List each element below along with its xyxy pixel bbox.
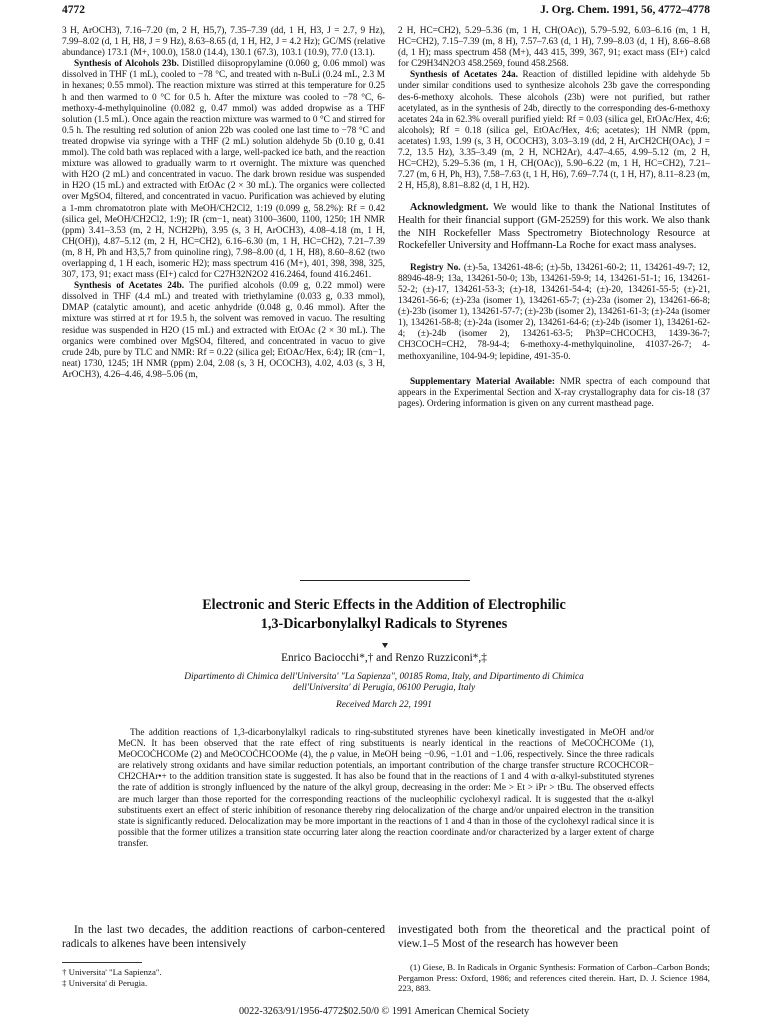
section-divider: [300, 580, 470, 581]
affiliation: [160, 672, 608, 695]
page-number: 4772: [62, 4, 85, 16]
paragraph-text: The purified alcohols (0.09 g, 0.22 mmol) were dissolved in THF (4.4 mL) and treated with triethylamine (0.033 g, 0.33 mmol), DMAP (catalytic amount), and acetic anhydride (0.048 g, 0.46 mmol). After the mixture was stirred at rt for 19.5 h, the solvent was removed in vacuo. The resulting residue was suspended in H2O (15 mL) and extracted with EtOAc (2 × 30 mL). The organics were combined over MgSO4, filtered, and concentrated in vacuo to give crude 24b, pure by TLC and NMR: Rf = 0.22 (silica gel; EtOAc/Hex, 6:4); IR (cm−1, neat) 1730, 1245; 1H NMR (ppm) 2.04, 2.08 (s, 3 H, OCOCH3), 4.02, 4.03 (s, 3 H, ArOCH3), 4.26–4.46, 4.98–5.06 (m,: [62, 281, 385, 380]
left-column: [62, 26, 385, 381]
paragraph-text: Distilled diisopropylamine (0.060 g, 0.06 mmol) was dissolved in THF (1 mL), cooled to −78 °C, and treated with n-BuLi (0.24 mL, 2.3 M in hexanes; 0.55 mmol). The reaction mixture was stirred at this temperature for 0.25 h and then warmed to 0 °C for 0.5 h. After the mixture was cooled to −78 °C, 6-methoxy-4-methylquinoline (0.082 g, 0.47 mmol) was added dropwise as a THF solution (1.5 mL). Once again the reaction mixture was warmed to 0 °C and stirred for 0.5 h. The resulting red solution of anion 22b was cooled one last time to −78 °C and treated dropwise via syringe with a THF (2 mL) solution aldehyde 5b (0.10 g, 0.41 mmol). The cold bath was replaced with a large, well-packed ice bath, and the reaction mixture was allowed to gradually warm to rt overnight. The mixture was quenched with H2O (2 mL) and concentrated in vacuo. The dark brown residue was suspended in H2O (15 mL) and extracted with EtOAc (2 × 30 mL). The organics were collected over MgSO4, filtered, and concentrated in vacuo. Purification was achieved by eluting a 1-mm chromatotron plate with MeOH/CH2Cl2, 1:19 (0.099 g, 58.2%): Rf = 0.42 (silica gel, MeOH/CH2Cl2, 1:9); IR (cm−1, neat) 3100–3600, 1100, 1250; 1H NMR (ppm) 3.41–3.53 (m, 2 H, NCH2Ph), 3.95 (s, 3 H, ArOCH3), 4.08–4.18 (m, 1 H, CH(OH)), 4.87–5.12 (m, 2 H, HC=CH2), 6.16–6.30 (m, 1 H, HC=CH2), 7.21–7.39 (m, 8 H, Ph and H3,5,7 from quinoline ring), 7.98–8.00 (d, 1 H, H8), 8.60–8.62 (two overlapping d, 1 H each, isomeric H2); mass spectrum 416 (M+), 401, 398, 398, 325, 307, 173, 91; exact mass (EI+) calcd for C27H32N2O2 416.2464, found 416.2461.: [62, 59, 385, 281]
received-date: Received March 22, 1991: [336, 700, 432, 710]
article-title-line: 1,3-Dicarbonylalkyl Radicals to Styrenes: [260, 616, 508, 632]
body-text-left: In the last two decades, the addition reactions of carbon-centered radicals to alkenes have been intensively: [62, 924, 385, 950]
experimental-paragraph: [398, 70, 710, 192]
affiliation-line: dell'Universita' di Perugia, 06100 Perugia, Italy: [292, 683, 476, 694]
reference-footnote: (1) Giese, B. In Radicals in Organic Synthesis: Formation of Carbon–Carbon Bonds; Pergamon Press: Oxford, 1986; and references cited therein. Hart, D. J. Science 1984, 223, 883.: [398, 962, 710, 994]
journal-citation: J. Org. Chem. 1991, 56, 4772–4778: [540, 4, 710, 16]
paragraph-text: We would like to thank the National Institutes of Health for their financial support (GM-25259) for this work. We also thank the NIH Rockefeller Mass Spectrometry Biotechnology Resource at Rockefeller University and Hoffmann-La Roche for exact mass analyses.: [398, 202, 710, 252]
page-footer: 0022-3263/91/1956-4772$02.50/0 © 1991 American Chemical Society: [238, 1006, 530, 1017]
section-heading: Acknowledgment.: [410, 202, 489, 214]
body-text-right: investigated both from the theoretical and the practical point of view.1–5 Most of the research has however been: [398, 924, 710, 950]
right-column: [398, 26, 710, 410]
experimental-paragraph: [62, 281, 385, 381]
abstract: The addition reactions of 1,3-dicarbonylalkyl radicals to ring-substituted styrenes have been kinetically investigated in MeOH and/or MeCN. It has been observed that the rate effect of ring substituents is nearly identical in the reactions of MeCOĊHCOMe (1), MeOCOĊHCOMe (2) and MeOCOĊHCOOMe (4), the ρ value, in MeOH being −0.96, −1.01 and −1.06, respectively. Since the three radicals are relatively strong oxidants and have similar reduction potentials, an important contribution of the charge transfer structure RCOCHCOR− CH2CHAr•+ to the addition transition state is suggested. It has also be found that in the reactions of 1 and 4 with α-alkyl-substituted styrenes the rate of addition is strongly influenced by the nature of the alkyl group, decreasing in the order: Me > Et > iPr > tBu. The observed effects are much larger than those reported for the corresponding reactions of the nucleophilic cyclohexyl radical. It is suggested that the α-alkyl substituents exert an effect of steric inhibition of resonance thereby ring delocalization of the charge and/or unpaired electron in the transition state is significantly reduced. Delocalization may be more important in the reactions of 1 and 4 than in those of the cyclohexyl radical since it is possible that the former utilizes a transition state occurring later along the reaction coordinate and/or characterized by a larger extent of charge transfer.: [118, 728, 654, 849]
paragraph-text: (±)-5a, 134261-48-6; (±)-5b, 134261-60-2; 11, 134261-49-7; 12, 88946-48-9; 13a, 134261-50-0; 13b, 134261-59-9; 14, 134261-51-1; 16, 134261-52-2; (±)-17, 134261-53-3; (±)-18, 134261-54-4; (±)-20, 134261-55-5; (±)-21, 134261-56-6; (±)-23a (isomer 1), 134261-65-7; (±)-23a (isomer 2), 134261-66-8; (±)-23b (isomer 1), 134261-57-7; (±)-23b (isomer 2), 134261-61-3; (±)-24a (isomer 1), 134261-58-8; (±)-24a (isomer 2), 134261-64-6; (±)-24b (isomer 1), 134261-62-4; (±)-24b (isomer 2), 134261-63-5; Ph3P=CHCOCH3, 1439-36-7; CH3COCH=CH2, 78-94-4; 6-methoxy-4-methylquinoline, 41037-26-7; 4-methoxyaniline, 104-94-9; lepidine, 491-35-0.: [398, 262, 710, 362]
section-heading: Synthesis of Acetates 24a.: [410, 70, 518, 81]
running-header: [62, 4, 710, 22]
registry-paragraph: [398, 263, 710, 363]
acknowledgment-paragraph: [398, 202, 710, 252]
article-title-line: Electronic and Steric Effects in the Addition of Electrophilic: [202, 597, 566, 613]
section-heading: Synthesis of Alcohols 23b.: [74, 59, 179, 70]
affiliation-footnotes: [62, 967, 385, 988]
footnote: † Universita' "La Sapienza".: [62, 967, 162, 977]
section-heading: Supplementary Material Available:: [410, 376, 555, 387]
article-title: [100, 596, 668, 634]
experimental-paragraph: 2 H, HC=CH2), 5.29–5.36 (m, 1 H, CH(OAc)), 5.79–5.92, 6.03–6.16 (m, 1 H, HC=CH2), 7.15–7.39 (m, 8 H), 7.57–7.63 (d, 1 H), 7.99–8.03 (d, 1 H), 8.66–8.68 (d, 1 H); mass spectrum 458 (M+), 443 415, 399, 367, 91; exact mass (EI+) calcd for C29H34N2O3 458.2569, found 458.2568.: [398, 26, 710, 70]
author-line: Enrico Baciocchi*,† and Renzo Ruzziconi*,‡: [281, 652, 487, 664]
section-heading: Registry No.: [410, 262, 461, 273]
experimental-paragraph: 3 H, ArOCH3), 7.16–7.20 (m, 2 H, H5,7), 7.35–7.39 (dd, 1 H, H3, J = 2.7, 9 Hz), 7.99–8.02 (d, 1 H, H8, J = 9 Hz), 8.63–8.65 (d, 1 H, H2, J = 4.2 Hz); GC/MS (relative abundance) 173.1 (M+, 100.0), 158.0 (14.4), 130.1 (67.3), 103.1 (10.9), 77.0 (13.1).: [62, 26, 385, 59]
supplementary-paragraph: [398, 377, 710, 410]
paragraph-text: NMR spectra of each compound that appears in the Experimental Section and X-ray crystallography data for cis-18 (37 pages). Ordering information is given on any current masthead page.: [398, 376, 710, 409]
arrow-mark-icon: [381, 641, 389, 649]
experimental-paragraph: [62, 59, 385, 281]
footnote-rule: [62, 962, 142, 963]
footnote: ‡ Universita' di Perugia.: [62, 977, 148, 988]
affiliation-line: Dipartimento di Chimica dell'Universita' "La Sapienza", 00185 Roma, Italy, and Dipartimento di Chimica: [184, 672, 584, 682]
section-heading: Synthesis of Acetates 24b.: [74, 281, 185, 292]
paragraph-text: Reaction of distilled lepidine with aldehyde 5b under similar conditions used to synthesize alcohols 23b gave the corresponding des-6-methoxy alcohols. These alcohols (23b) were not purified, but rather acetylated, as in the synthesis of 24b, directly to the corresponding des-6-methoxy acetates 24a in 62.3% overall purified yield: Rf = 0.03 (silica gel, EtOAc/Hex, 4:6; alcohols); Rf = 0.18 (silica gel, EtOAc/Hex, 4:6; acetates); 1H NMR (ppm, acetates) 1.93, 1.99 (s, 3 H, OCOCH3), 3.03–3.19 (dd, 2 H, ArCH2CH(OAc), J = 7.2, 13.5 Hz), 3.35–3.49 (m, 2 H, NCH2Ar), 4.47–4.65, 4.99–5.12 (m, 2 H, HC=CH2), 5.29–5.36 (m, 1 H, CH(OAc)), 5.90–6.22 (m, 1 H, HC=CH2), 7.21–7.27 (m, 6 H, Ph, H3), 7.58–7.63 (t, 1 H, H6), 7.69–7.74 (t, 1 H, H7), 8.11–8.23 (m, 2 H, H5,8), 8.81–8.82 (d, 1 H, H2).: [398, 70, 710, 192]
